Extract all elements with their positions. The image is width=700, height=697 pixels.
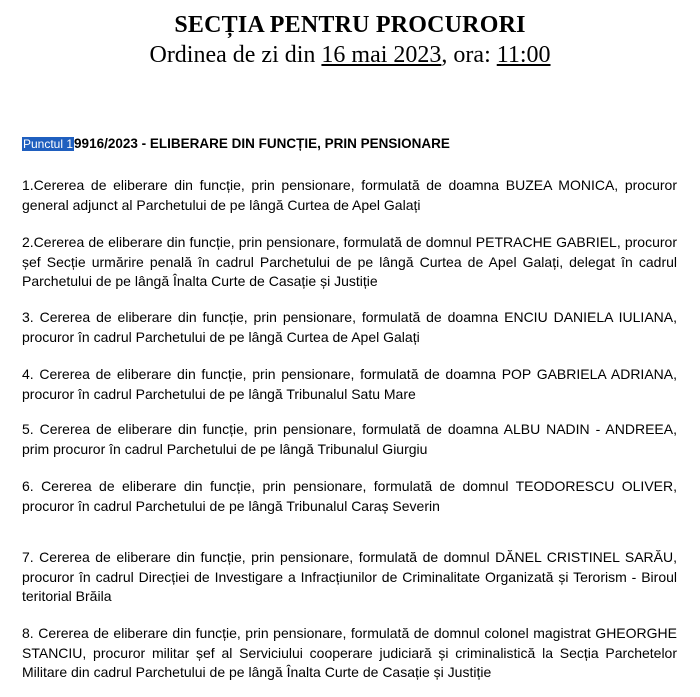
- document-title: SECȚIA PENTRU PROCURORI: [174, 12, 526, 38]
- request-paragraph-2: 2.Cererea de eliberare din funcție, prin pensionare, formulată de domnul PETRACHE GABRIEL, procuror șef Secție urmărire penală în cadrul Parchetului de pe lângă Curtea de Apel Galați, delegat în cadrul Parchetului de pe lângă Înalta Curte de Casație și Justiție: [22, 234, 677, 289]
- request-paragraph-7: 7. Cererea de eliberare din funcție, prin pensionare, formulată de domnul DĂNEL CRISTINEL SARĂU, procuror în cadrul Direcției de Investigare a Infracțiunilor de Criminalitate Organizată și Terorism - Biroul teritorial Brăila: [22, 549, 677, 604]
- item-number: 9916/2023: [74, 136, 138, 151]
- item-title: - ELIBERARE DIN FUNCȚIE, PRIN PENSIONARE: [137, 136, 450, 151]
- agenda-time: 11:00: [496, 42, 551, 68]
- request-paragraph-3: 3. Cererea de eliberare din funcție, prin pensionare, formulată de doamna ENCIU DANIELA IULIANA, procuror în cadrul Parchetului de pe lângă Curtea de Apel Galați: [22, 309, 677, 345]
- request-paragraph-8: 8. Cererea de eliberare din funcție, prin pensionare, formulată de domnul colonel magistrat GHEORGHE STANCIU, procuror militar șef al Serviciului cooperare judiciară și criminalistică la Secția Parchetelor Militare din cadrul Parchetului de pe lângă Înalta Curte de Casație și Justiție: [22, 625, 677, 680]
- time-prefix: , ora:: [441, 42, 497, 68]
- item-label-highlight[interactable]: Punctul 1: [23, 137, 74, 151]
- request-paragraph-4: 4. Cererea de eliberare din funcție, prin pensionare, formulată de doamna POP GABRIELA ADRIANA, procuror în cadrul Parchetului de pe lângă Tribunalul Satu Mare: [22, 366, 677, 402]
- item-heading: [22, 136, 450, 151]
- agenda-subtitle: [0, 42, 700, 69]
- request-paragraph-6: 6. Cererea de eliberare din funcție, prin pensionare, formulată de domnul TEODORESCU OLIVER, procuror în cadrul Parchetului de pe lângă Tribunalul Caraș Severin: [22, 478, 677, 514]
- request-paragraph-1: 1.Cererea de eliberare din funcție, prin pensionare, formulată de doamna BUZEA MONICA, procuror general adjunct al Parchetului de pe lângă Curtea de Apel Galați: [22, 177, 677, 213]
- agenda-prefix: Ordinea de zi din: [149, 42, 322, 68]
- agenda-date: 16 mai 2023: [321, 42, 442, 68]
- request-paragraph-5: 5. Cererea de eliberare din funcție, prin pensionare, formulată de doamna ALBU NADIN - ANDREEA, prim procuror în cadrul Parchetului de pe lângă Tribunalul Giurgiu: [22, 421, 677, 457]
